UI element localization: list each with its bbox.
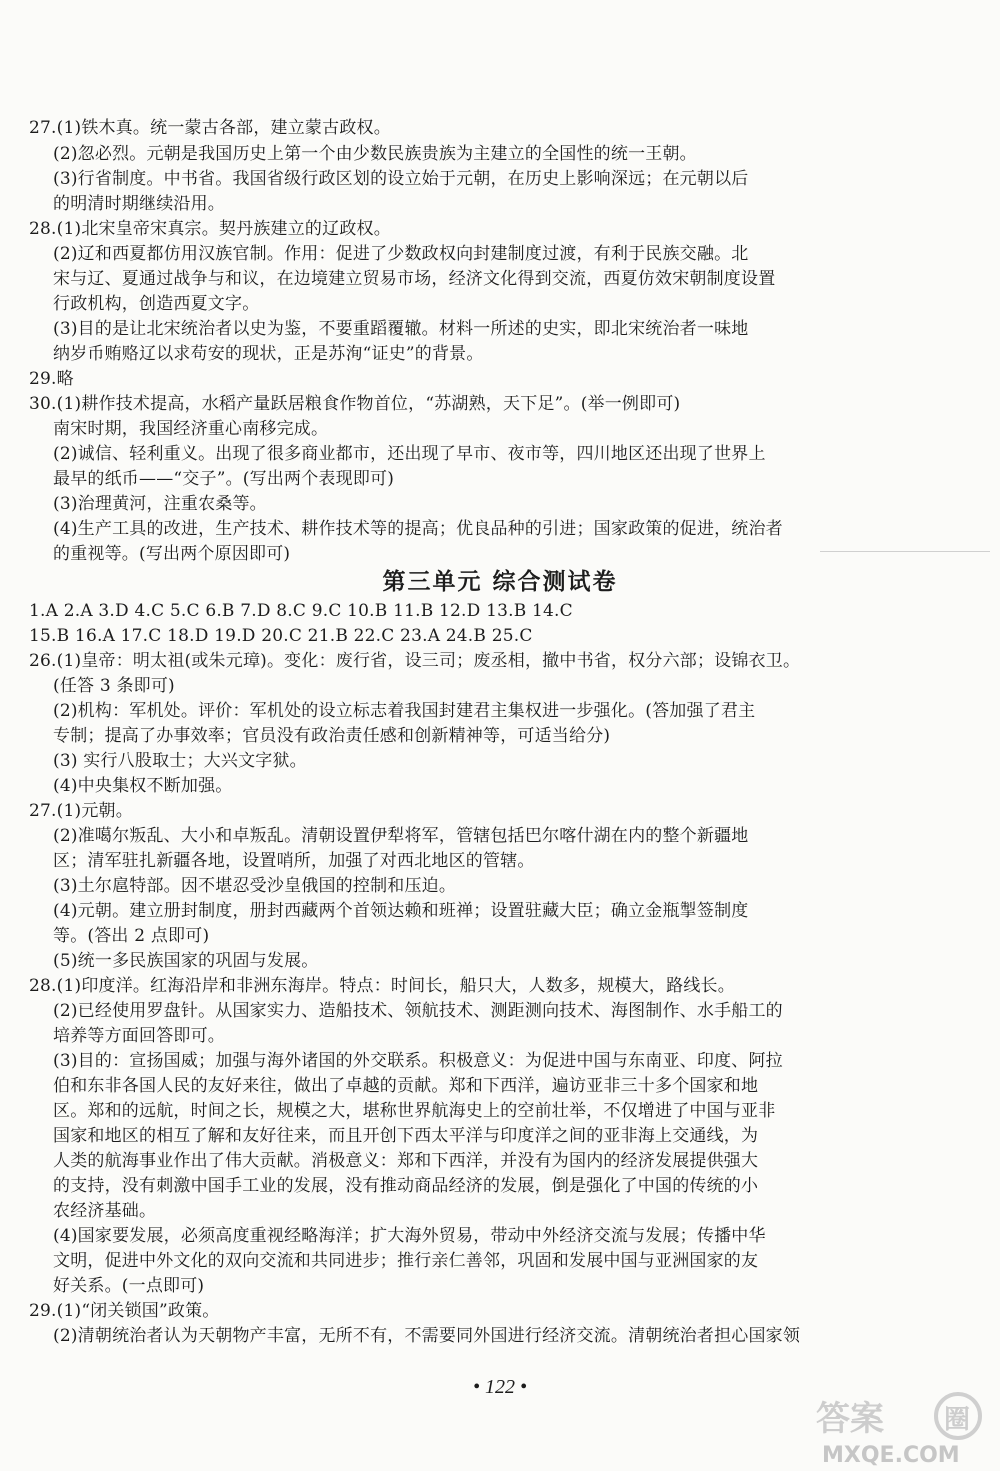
text-line: 的重视等。(写出两个原因即可) bbox=[53, 544, 291, 564]
text-line: 人类的航海事业作出了伟大贡献。消极意义：郑和下西洋，并没有为国内的经济发展提供强大 bbox=[53, 1151, 759, 1171]
text-line: 好关系。(一点即可) bbox=[53, 1276, 205, 1296]
text-line: (任答 3 条即可) bbox=[53, 676, 175, 696]
text-line: (3)土尔扈特部。因不堪忍受沙皇俄国的控制和压迫。 bbox=[53, 876, 457, 896]
text-line: (4)生产工具的改进，生产技术、耕作技术等的提高；优良品种的引进；国家政策的促进，统治者 bbox=[53, 519, 783, 539]
text-line: (2)机构：军机处。评价：军机处的设立标志着我国封建君主集权进一步强化。(答加强了君主 bbox=[53, 701, 756, 721]
text-line: (2)已经使用罗盘针。从国家实力、造船技术、领航技术、测距测向技术、海图制作、水手船工的 bbox=[53, 1001, 783, 1021]
divider-line bbox=[820, 551, 990, 552]
text-line: 28.(1)北宋皇帝宋真宗。契丹族建立的辽政权。 bbox=[29, 219, 391, 239]
text-line: (3)治理黄河，注重农桑等。 bbox=[53, 494, 267, 514]
text-line: 30.(1)耕作技术提高，水稻产量跃居粮食作物首位，“苏湖熟，天下足”。(举一例即可) bbox=[29, 394, 681, 414]
text-line: 国家和地区的相互了解和友好往来，而且开创下西太平洋与印度洋之间的亚非海上交通线，为 bbox=[53, 1126, 759, 1146]
text-line: (3)行省制度。中书省。我国省级行政区划的设立始于元朝，在历史上影响深远；在元朝以后 bbox=[53, 169, 749, 189]
text-line: (2)忽必烈。元朝是我国历史上第一个由少数民族贵族为主建立的全国性的统一王朝。 bbox=[53, 144, 697, 164]
text-line: 文明，促进中外文化的双向交流和共同进步；推行亲仁善邻，巩固和发展中国与亚洲国家的友 bbox=[53, 1251, 759, 1271]
text-line: (4)中央集权不断加强。 bbox=[53, 776, 233, 796]
text-line: (2)清朝统治者认为天朝物产丰富，无所不有，不需要同外国进行经济交流。清朝统治者担心国家领 bbox=[53, 1326, 801, 1346]
text-line: 区；清军驻扎新疆各地，设置哨所，加强了对西北地区的管辖。 bbox=[53, 851, 535, 871]
text-line: 26.(1)皇帝：明太祖(或朱元璋)。变化：废行省，设三司；废丞相，撤中书省，权分六部；设锦衣卫。 bbox=[29, 651, 801, 671]
text-line: (2)辽和西夏都仿用汉族官制。作用：促进了少数政权向封建制度过渡，有利于民族交融。北 bbox=[53, 244, 749, 264]
watermark-logo-icon bbox=[808, 1388, 988, 1468]
text-line: 农经济基础。 bbox=[53, 1201, 157, 1221]
text-line: 29.略 bbox=[29, 369, 74, 389]
text-line: 的支持，没有刺激中国手工业的发展，没有推动商品经济的发展，倒是强化了中国的传统的小 bbox=[53, 1176, 759, 1196]
text-line: 区。郑和的远航，时间之长，规模之大，堪称世界航海史上的空前壮举，不仅增进了中国与亚非 bbox=[53, 1101, 776, 1121]
section-heading: 第三单元 综合测试卷 bbox=[382, 568, 618, 595]
text-line: 宋与辽、夏通过战争与和议，在边境建立贸易市场，经济文化得到交流，西夏仿效宋朝制度设置 bbox=[53, 269, 776, 289]
text-line: (4)元朝。建立册封制度，册封西藏两个首领达赖和班禅；设置驻藏大臣；确立金瓶掣签制度 bbox=[53, 901, 749, 921]
text-line: (2)准噶尔叛乱、大小和卓叛乱。清朝设置伊犁将军，管辖包括巴尔喀什湖在内的整个新疆地 bbox=[53, 826, 749, 846]
text-line: (4)国家要发展，必须高度重视经略海洋；扩大海外贸易，带动中外经济交流与发展；传播中华 bbox=[53, 1226, 766, 1246]
text-line: 专制；提高了办事效率；官员没有政治责任感和创新精神等，可适当给分) bbox=[53, 726, 611, 746]
text-line: (3) 实行八股取士；大兴文字狱。 bbox=[53, 751, 307, 771]
svg-text:圈: 圈 bbox=[944, 1405, 971, 1435]
page-number: • 122 • bbox=[472, 1376, 527, 1398]
text-line: (2)诚信、轻利重义。出现了很多商业都市，还出现了早市、夜市等，四川地区还出现了世界上 bbox=[53, 444, 766, 464]
text-line: 1.A 2.A 3.D 4.C 5.C 6.B 7.D 8.C 9.C 10.B 11.B 12.D 13.B 14.C bbox=[29, 601, 573, 621]
text-line: 27.(1)铁木真。统一蒙古各部，建立蒙古政权。 bbox=[29, 118, 391, 138]
text-line: (5)统一多民族国家的巩固与发展。 bbox=[53, 951, 319, 971]
text-line: 28.(1)印度洋。红海沿岸和非洲东海岸。特点：时间长，船只大，人数多，规模大，路线长。 bbox=[29, 976, 735, 996]
text-line: (3)目的是让北宋统治者以史为鉴，不要重蹈覆辙。材料一所述的史实，即北宋统治者一味地 bbox=[53, 319, 749, 339]
text-line: 等。(答出 2 点即可) bbox=[53, 926, 210, 946]
text-line: (3)目的：宣扬国威；加强与海外诸国的外交联系。积极意义：为促进中国与东南亚、印度、阿拉 bbox=[53, 1051, 783, 1071]
text-line: 纳岁币贿赂辽以求苟安的现状，正是苏洵“证史”的背景。 bbox=[53, 344, 484, 364]
text-line: 的明清时期继续沿用。 bbox=[53, 194, 225, 214]
text-line: 29.(1)“闭关锁国”政策。 bbox=[29, 1301, 220, 1321]
watermark-url: MXQE.COM bbox=[822, 1443, 960, 1468]
svg-text:答案: 答案 bbox=[816, 1399, 884, 1439]
text-line: 南宋时期，我国经济重心南移完成。 bbox=[53, 419, 329, 439]
text-line: 行政机构，创造西夏文字。 bbox=[53, 294, 260, 314]
text-line: 伯和东非各国人民的友好来往，做出了卓越的贡献。郑和下西洋，遍访亚非三十多个国家和地 bbox=[53, 1076, 759, 1096]
text-line: 15.B 16.A 17.C 18.D 19.D 20.C 21.B 22.C 23.A 24.B 25.C bbox=[29, 626, 533, 646]
text-line: 最早的纸币——“交子”。(写出两个表现即可) bbox=[53, 469, 395, 489]
text-line: 培养等方面回答即可。 bbox=[53, 1026, 225, 1046]
text-line: 27.(1)元朝。 bbox=[29, 801, 133, 821]
